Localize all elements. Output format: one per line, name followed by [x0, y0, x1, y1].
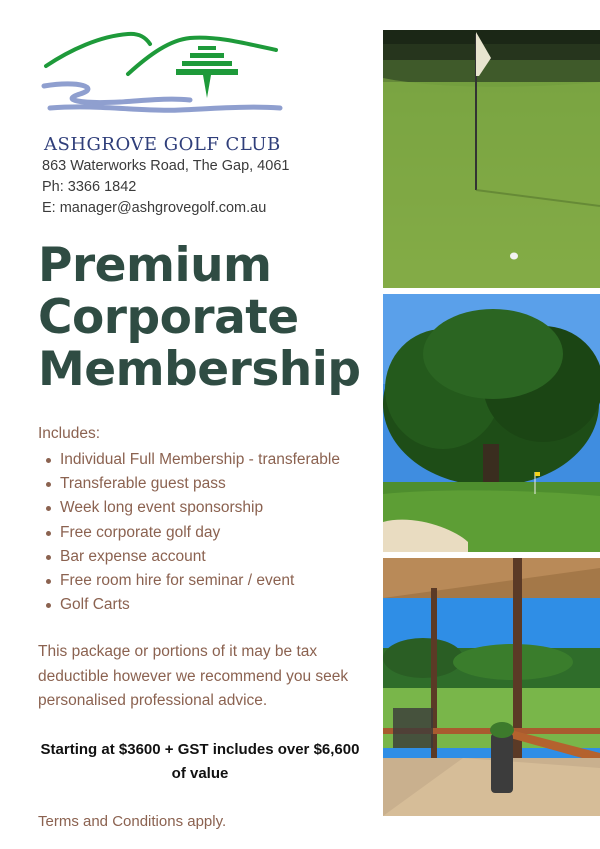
list-item: Week long event sponsorship: [44, 496, 340, 520]
price-statement: [30, 738, 370, 786]
club-email: E: manager@ashgrovegolf.com.au: [42, 200, 267, 216]
price-line-1: Starting at $3600 + GST includes over $6,600: [40, 741, 360, 758]
golf-hills-flag-logo-icon: [40, 28, 290, 138]
verandah-view-photo: [383, 558, 600, 816]
list-item: Free corporate golf day: [44, 521, 340, 545]
club-logo: [40, 28, 290, 138]
list-item: Individual Full Membership - transferable: [44, 448, 340, 472]
list-item: Bar expense account: [44, 545, 340, 569]
title-line-3: Membership: [38, 342, 361, 397]
tree-fairway-photo: [383, 294, 600, 552]
tax-note: This package or portions of it may be tax deductible however we recommend you seek personalised professional advice.: [38, 643, 349, 709]
list-item: Free room hire for seminar / event: [44, 569, 340, 593]
list-item: Transferable guest pass: [44, 472, 340, 496]
includes-label: Includes:: [38, 425, 101, 442]
club-phone: Ph: 3366 1842: [42, 179, 137, 195]
title-line-2: Corporate: [38, 290, 299, 345]
contact-details: [42, 156, 289, 219]
includes-list: [44, 448, 340, 617]
club-address: 863 Waterworks Road, The Gap, 4061: [42, 158, 290, 174]
list-item: Golf Carts: [44, 593, 340, 617]
page-title: [38, 240, 368, 396]
title-line-1: Premium: [38, 238, 272, 293]
club-name: ASHGROVE GOLF CLUB: [44, 134, 281, 155]
price-line-2: of value: [171, 765, 229, 782]
putting-green-photo: [383, 30, 600, 288]
terms-note: Terms and Conditions apply.: [38, 813, 227, 830]
